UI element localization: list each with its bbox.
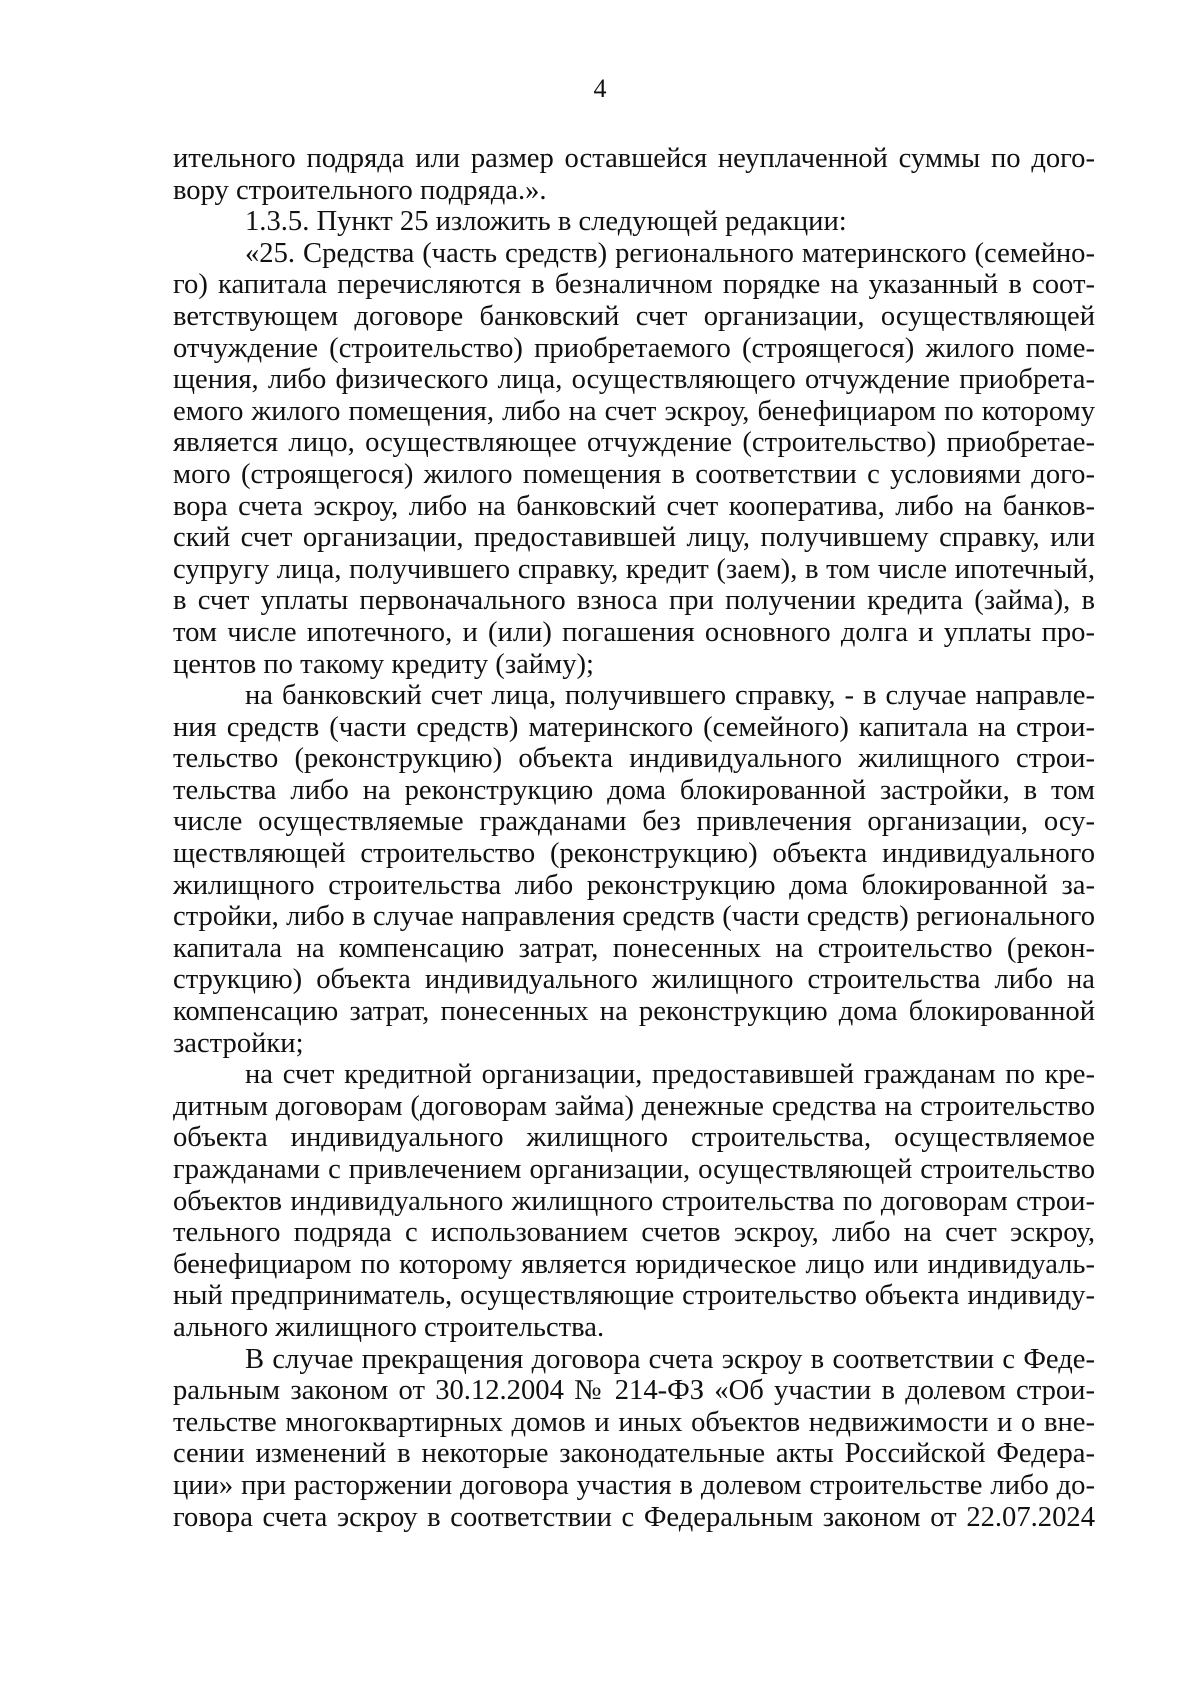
text-line: капитала на компенсацию затрат, понесенных на строительство (рекон- [173,932,1095,964]
text-line: «25. Средства (часть средств) регионального материнского (семейно- [245,237,1095,269]
text-line: вора счета эскроу, либо на банковский счет кооператива, либо на банков- [173,490,1095,522]
text-line: ральным законом от 30.12.2004 № 214-ФЗ «Об участии в долевом строи- [173,1375,1095,1407]
text-line: струкцию) объекта индивидуального жилищного строительства либо на [173,964,1095,996]
text-line: ный предприниматель, осуществляющие строительство объекта индивиду- [173,1280,1095,1312]
text-line: ительного подряда или размер оставшейся неуплаченной суммы по дого- [173,143,1095,174]
text-line: отчуждение (строительство) приобретаемого (строящегося) жилого поме- [173,332,1095,364]
text-line: ский счет организации, предоставившей лицу, получившему справку, или [173,522,1095,554]
text-line: емого жилого помещения, либо на счет эскроу, бенефициаром по которому [173,395,1095,427]
text-line: объекта индивидуального жилищного строительства, осуществляемое [173,1122,1095,1154]
text-line: на банковский счет лица, получившего справку, - в случае направле- [245,680,1095,712]
text-line: застройки; [173,1027,304,1059]
text-line: том числе ипотечного, и (или) погашения основного долга и уплаты про- [173,616,1095,648]
text-line: ветствующем договоре банковский счет организации, осуществляющей [173,300,1095,332]
text-line: является лицо, осуществляющее отчуждение (строительство) приобретае- [173,427,1095,459]
text-line: тельстве многоквартирных домов и иных объектов недвижимости и о вне- [173,1406,1095,1438]
text-line: гражданами с привлечением организации, осуществляющей строительство [173,1154,1095,1185]
text-line: числе осуществляемые гражданами без привлечения организации, осу- [173,806,1095,838]
text-line: ния средств (части средств) материнского (семейного) капитала на строи- [173,711,1095,743]
page-number: 4 [593,74,607,103]
text-line: В случае прекращения договора счета эскроу в соответствии с Феде- [245,1343,1095,1375]
text-line: щения, либо физического лица, осуществляющего отчуждение приобрета- [173,364,1095,396]
text-line: жилищного строительства либо реконструкцию дома блокированной за- [173,869,1095,901]
text-line: дитным договорам (договорам займа) денежные средства на строительство [173,1090,1095,1122]
text-line: тельного подряда с использованием счетов эскроу, либо на счет эскроу, [173,1217,1095,1249]
text-line: ществляющей строительство (реконструкцию) объекта индивидуального [173,838,1095,870]
text-line: тельства либо на реконструкцию дома блокированной застройки, в том [173,774,1095,806]
text-line: сении изменений в некоторые законодательные акты Российской Федера- [173,1438,1095,1470]
text-line: компенсацию затрат, понесенных на реконструкцию дома блокированной [173,996,1095,1028]
text-line: в счет уплаты первоначального взноса при получении кредита (займа), в [173,585,1095,617]
text-line: ального жилищного строительства. [173,1311,605,1343]
text-line: супругу лица, получившего справку, кредит (заем), в том числе ипотечный, [173,553,1095,585]
text-line: 1.3.5. Пункт 25 изложить в следующей редакции: [245,206,847,238]
document-body [173,143,1095,1533]
text-line: объектов индивидуального жилищного строительства по договорам строи- [173,1185,1095,1217]
text-line: центов по такому кредиту (займу); [173,648,594,680]
text-line: тельство (реконструкцию) объекта индивидуального жилищного строи- [173,743,1095,775]
text-line: говора счета эскроу в соответствии с Федеральным законом от 22.07.2024 [173,1501,1095,1533]
text-line: на счет кредитной организации, предоставившей гражданам по кре- [245,1059,1095,1091]
text-line: ции» при расторжении договора участия в долевом строительстве либо до- [173,1469,1095,1501]
text-line: бенефициаром по которому является юридическое лицо или индивидуаль- [173,1248,1095,1280]
text-line: вору строительного подряда.». [173,174,547,206]
text-line: мого (строящегося) жилого помещения в соответствии с условиями дого- [173,458,1095,490]
text-line: го) капитала перечисляются в безналичном порядке на указанный в соот- [173,269,1095,301]
text-line: стройки, либо в случае направления средств (части средств) регионального [173,901,1095,933]
